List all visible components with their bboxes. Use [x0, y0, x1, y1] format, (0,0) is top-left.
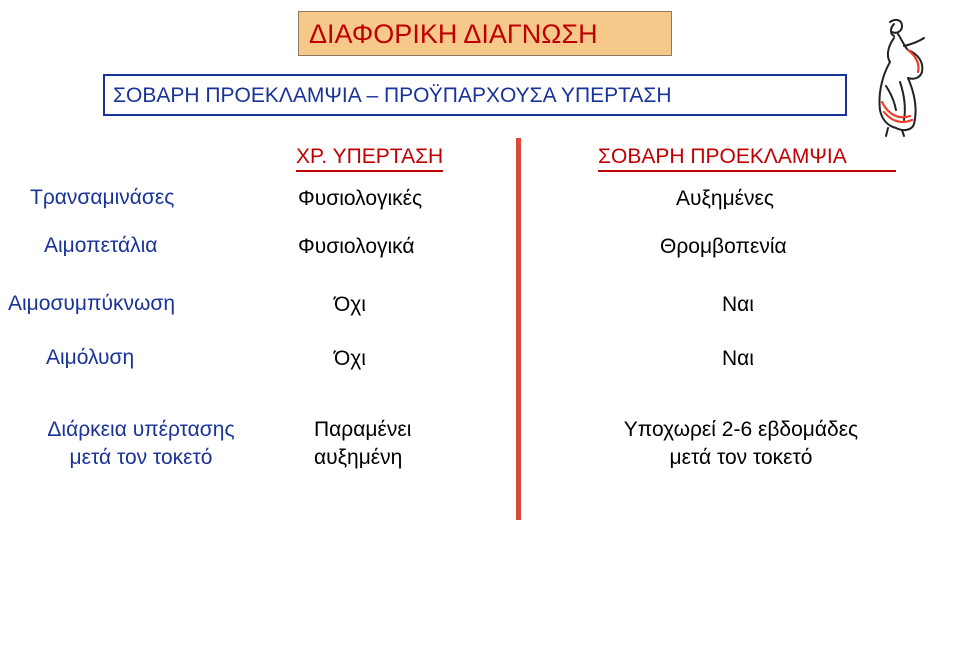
row-value-preeclampsia: Ναι: [722, 347, 754, 370]
row-value-preeclampsia-line1: Υποχωρεί 2-6 εβδομάδες: [623, 418, 859, 441]
pregnant-woman-sketch-icon: [868, 16, 950, 138]
row-value-preeclampsia: Θρομβοπενία: [660, 235, 787, 258]
row-label-transaminases: Τρανσαμινάσες: [30, 186, 175, 209]
row-label-duration-line1: Διάρκεια υπέρτασης: [47, 418, 235, 441]
row-value-hypertension-line2: αυξημένη: [314, 446, 403, 469]
column-header-preeclampsia: ΣΟΒΑΡΗ ΠΡΟΕΚΛΑΜΨΙΑ: [598, 145, 896, 172]
column-header-hypertension: ΧΡ. ΥΠΕΡΤΑΣΗ: [296, 145, 443, 172]
row-value-preeclampsia-line2: μετά τον τοκετό: [669, 446, 813, 469]
slide-subtitle: ΣΟΒΑΡΗ ΠΡΟΕΚΛΑΜΨΙΑ – ΠΡΟΫΠΑΡΧΟΥΣΑ ΥΠΕΡΤΑΣΗ: [103, 74, 847, 116]
row-value-hypertension: Φυσιολογικές: [298, 187, 423, 210]
row-label-duration-line2: μετά τον τοκετό: [69, 446, 213, 469]
row-value-hypertension: Όχι: [334, 293, 366, 316]
column-divider: [516, 138, 521, 520]
row-value-hypertension: Όχι: [334, 347, 366, 370]
row-value-hypertension: Φυσιολογικά: [298, 235, 415, 258]
row-value-hypertension-line1: Παραμένει: [314, 418, 412, 441]
row-label-hemoconcentration: Αιμοσυμπύκνωση: [8, 292, 176, 315]
slide-title: ΔΙΑΦΟΡΙΚΗ ΔΙΑΓΝΩΣΗ: [298, 11, 672, 56]
row-label-hemolysis: Αιμόλυση: [46, 346, 135, 369]
row-value-preeclampsia: Αυξημένες: [676, 187, 775, 210]
row-value-preeclampsia: Ναι: [722, 293, 754, 316]
row-label-platelets: Αιμοπετάλια: [44, 234, 158, 257]
